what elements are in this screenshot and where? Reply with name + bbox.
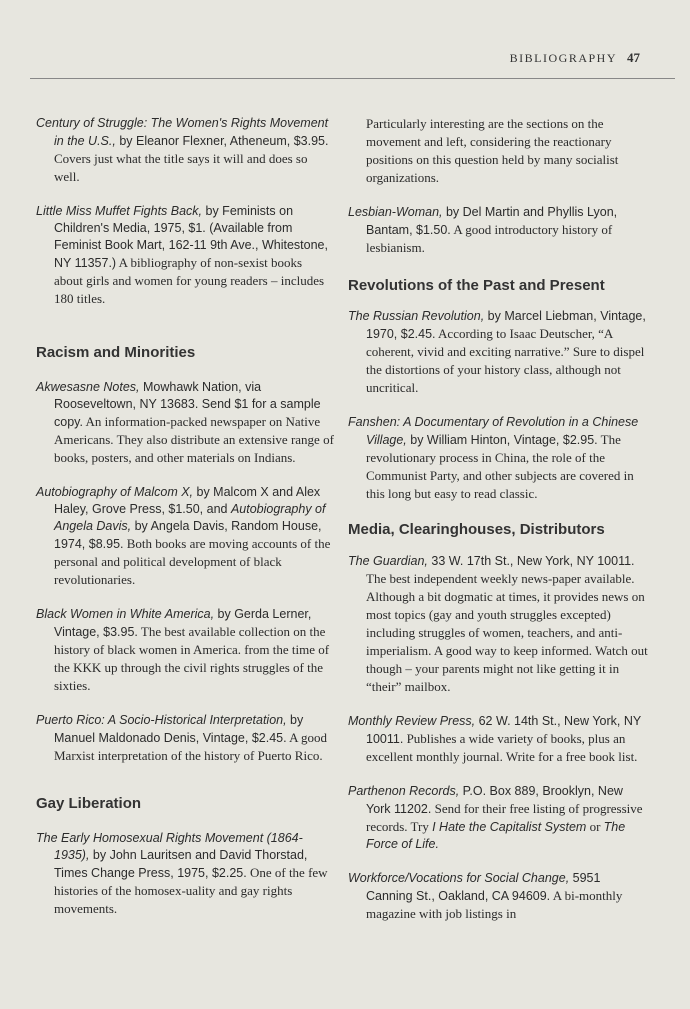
entry-annotation: Covers just what the title says it will and does so well. (54, 151, 308, 184)
entry-title: Akwesasne Notes, (36, 380, 140, 394)
bib-entry-the-guardian (348, 552, 648, 696)
entry-annotation: The best independent weekly news-paper available. Although a bit dogmatic at times, it provides news on most topics (gay and youth struggles excepted) including struggles of women, teachers, and anti-imperialism. A good way to keep informed. Watch out though – your parents might not like getting it in “their” mailbox. (366, 571, 648, 694)
section-heading-media: Media, Clearinghouses, Distributors (348, 521, 605, 538)
entry-title: Century of Struggle: The Women's Rights Movement in the U.S., (36, 116, 329, 148)
entry-publication-second: by Angela Davis, Random House, 1974, $8.95. (54, 519, 322, 551)
entry-annotation: A good Marxist interpretation of the history of Puerto Rico. (54, 730, 328, 763)
entry-publication: by Malcom X and Alex Haley, Grove Press, $1.50, and (54, 485, 321, 516)
entry-publication: by Feminists on Children's Media, 1975, $1. (Available from Feminist Book Mart, 162-11 9th Ave., Whitestone, NY 11357.) (54, 204, 328, 270)
bib-entry-black-women (36, 606, 334, 695)
entry-annotation: An information-packed newspaper on Native Americans. They also distribute an extensive range of books, posters, and other materials on Indians. (54, 414, 334, 465)
entry-publication: Mowhawk Nation, via Rooseveltown, NY 13683. Send $1 for a sample copy. (54, 380, 321, 429)
section-heading-gay-liberation: Gay Liberation (36, 795, 142, 812)
entry-title: Lesbian-Woman, (348, 205, 443, 219)
entry-publication: 33 W. 17th St., New York, NY 10011. (427, 554, 635, 568)
entry-annotation: Particularly interesting are the sections on the movement and left, considering the reactionary positions on this question held by many socialist organizations. (366, 116, 619, 185)
entry-title: Autobiography of Malcom X, (36, 485, 194, 499)
entry-publication: 62 W. 14th St., New York, NY 10011. (366, 714, 641, 746)
bib-entry-century-of-struggle (36, 115, 334, 186)
entry-publication: by Eleanor Flexner, Atheneum, $3.95. (115, 134, 329, 148)
entry-publication: by William Hinton, Vintage, $2.95. (406, 433, 598, 447)
entry-annotation: A good introductory history of lesbianism. (366, 222, 613, 255)
bib-entry-akwesasne-notes (36, 379, 334, 467)
bib-entry-lesbian-woman (348, 204, 648, 257)
entry-publication: P.O. Box 889, Brooklyn, New York 11202. (366, 784, 623, 816)
bib-entry-monthly-review-press (348, 713, 648, 766)
entry-title: Workforce/Vocations for Social Change, (348, 871, 570, 885)
bib-entry-early-homosexual-rights (36, 830, 334, 918)
entry-annotation: A bibliography of non-sexist books about girls and women for young readers – includes 180 titles. (54, 255, 325, 306)
section-heading-racism: Racism and Minorities (36, 344, 196, 361)
entry-annotation: The revolutionary process in China, the role of the Communist Party, and other subjects are covered in this long but easy to read classic. (366, 432, 634, 501)
entry-publication: by Marcel Liebman, Vintage, 1970, $2.45. (366, 309, 646, 341)
entry-connector: or (586, 819, 604, 834)
entry-title: Black Women in White America, (36, 607, 215, 621)
page-header (510, 50, 640, 66)
entry-annotation: Both books are moving accounts of the personal and political development of black revolutionaries. (54, 536, 331, 587)
entry-publication: 5951 Canning St., Oakland, CA 94609. (366, 871, 601, 903)
section-heading-revolutions: Revolutions of the Past and Present (348, 277, 605, 294)
entry-annotation: Publishes a wide variety of books, plus an excellent monthly journal. Write for a free book list. (366, 731, 638, 764)
entry-title: The Guardian, (348, 554, 428, 568)
bib-entry-autobiographies (36, 484, 334, 589)
bib-entry-russian-revolution (348, 308, 648, 397)
bib-entry-fanshen (348, 414, 648, 503)
entry-publication: by John Lauritsen and David Thorstad, Times Change Press, 1975, $2.25. (54, 848, 308, 880)
page-number: 47 (627, 50, 640, 65)
entry-title: Puerto Rico: A Socio-Historical Interpretation, (36, 713, 287, 727)
entry-annotation: One of the few histories of the homosex-uality and gay rights movements. (54, 865, 328, 916)
bib-entry-puerto-rico (36, 712, 334, 765)
entry-title: Little Miss Muffet Fights Back, (36, 204, 203, 218)
bib-entry-workforce (348, 870, 648, 923)
entry-annotation: A bi-monthly magazine with job listings in (366, 888, 623, 921)
bib-entry-little-miss-muffet (36, 203, 334, 308)
entry-title: Parthenon Records, (348, 784, 460, 798)
entry-title: The Early Homosexual Rights Movement (1864-1935), (36, 831, 303, 862)
entry-continuation (348, 115, 648, 187)
entry-title: Fanshen: A Documentary of Revolution in a Chinese Village, (348, 415, 639, 447)
header-rule (30, 78, 675, 79)
bib-entry-parthenon-records (348, 783, 648, 853)
entry-publication: by Gerda Lerner, Vintage, $3.95. (54, 607, 312, 639)
entry-publication: by Manuel Maldonado Denis, Vintage, $2.45. (54, 713, 304, 745)
entry-annotation: According to Isaac Deutscher, “A coherent, vivid and exciting narrative.” Sure to dispel the distortions of your history class, although not uncritical. (366, 326, 645, 395)
right-column (348, 115, 648, 940)
record-title-1: I Hate the Capitalist System (432, 820, 587, 834)
entry-title: Monthly Review Press, (348, 714, 476, 728)
left-column (36, 115, 334, 935)
entry-annotation: Send for their free listing of progressive records. Try (366, 801, 643, 834)
entry-annotation: The best available collection on the history of black women in America. from the time of the KKK up through the civil rights struggles of the sixties. (54, 624, 330, 693)
entry-title-second: Autobiography of Angela Davis, (54, 502, 326, 533)
running-head: BIBLIOGRAPHY (509, 51, 617, 65)
entry-publication: by Del Martin and Phyllis Lyon, Bantam, $1.50. (366, 205, 618, 237)
record-title-2: The Force of Life. (366, 820, 626, 851)
entry-title: The Russian Revolution, (348, 309, 485, 323)
